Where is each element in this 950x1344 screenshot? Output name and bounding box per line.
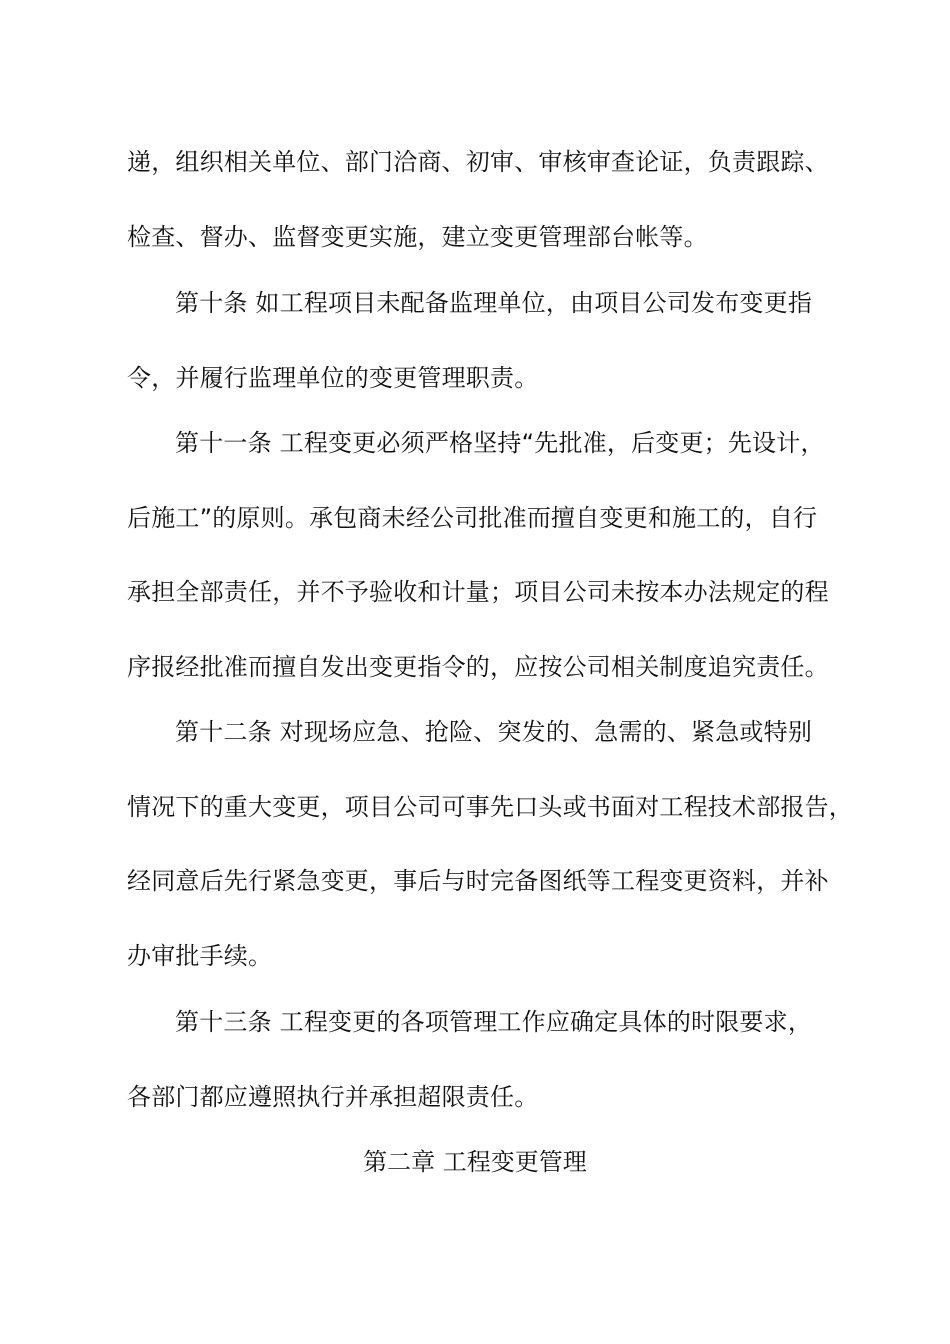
body-text-line: 令，并履行监理单位的变更管理职责。 (127, 364, 539, 392)
body-text-line: 情况下的重大变更，项目公司可事先口头或书面对工程技术部报告， (127, 793, 853, 821)
article-13-first-line: 第十三条 工程变更的各项管理工作应确定具体的时限要求， (175, 1008, 813, 1036)
body-text-line: 序报经批准而擅自发出变更指令的，应按公司相关制度追究责任。 (127, 653, 829, 681)
body-text-line: 后施工”的原则。承包商未经公司批准而擅自变更和施工的，自行 (127, 504, 818, 532)
body-text-line: 递，组织相关单位、部门洽商、初审、审核审查论证，负责跟踪、 (127, 148, 829, 176)
body-text-line: 办审批手续。 (127, 942, 273, 970)
body-text-line: 承担全部责任，并不予验收和计量；项目公司未按本办法规定的程 (127, 578, 829, 606)
body-text-line: 各部门都应遵照执行并承担超限责任。 (127, 1083, 539, 1111)
article-11-first-line: 第十一条 工程变更必须严格坚持“先批准，后变更；先设计， (175, 429, 825, 457)
body-text-line: 经同意后先行紧急变更，事后与时完备图纸等工程变更资料，并补 (127, 867, 829, 895)
chapter-heading: 第二章 工程变更管理 (363, 1148, 587, 1176)
article-10-first-line: 第十条 如工程项目未配备监理单位，由项目公司发布变更指 (175, 289, 813, 317)
body-text-line: 检查、督办、监督变更实施，建立变更管理部台帐等。 (127, 223, 708, 251)
article-12-first-line: 第十二条 对现场应急、抢险、突发的、急需的、紧急或特别 (175, 718, 813, 746)
